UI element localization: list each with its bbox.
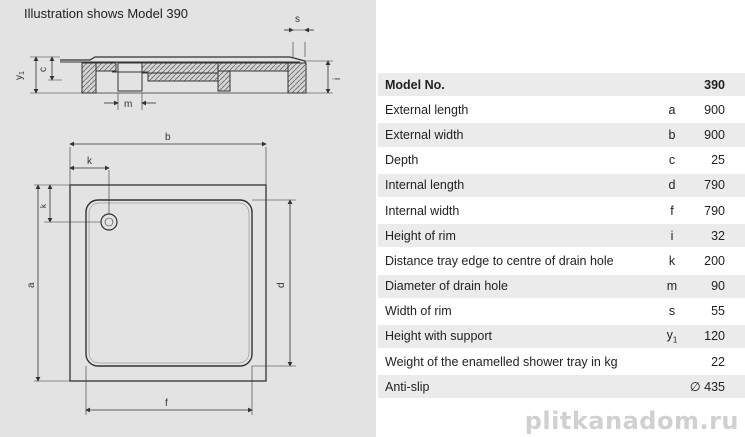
row-symbol: [661, 349, 683, 374]
label-k: k: [87, 156, 92, 167]
row-label: Height of rim: [378, 223, 661, 248]
row-label: Internal width: [378, 198, 661, 223]
row-symbol: a: [661, 97, 683, 122]
row-symbol: d: [661, 173, 683, 198]
table-row: [378, 122, 745, 147]
table-row: [378, 148, 745, 173]
row-symbol: k: [661, 248, 683, 273]
watermark: plitkanadom.ru: [524, 407, 739, 435]
row-value: 22: [683, 349, 745, 374]
row-value: ∅ 435: [683, 374, 745, 399]
table-row: [378, 248, 745, 273]
table-row: [378, 173, 745, 198]
row-label: External width: [378, 122, 661, 147]
plan-view: [34, 144, 296, 415]
table-row: [378, 223, 745, 248]
label-d: d: [276, 282, 287, 288]
table-row: [378, 274, 745, 299]
row-label: Depth: [378, 148, 661, 173]
illustration-caption: Illustration shows Model 390: [24, 6, 189, 21]
row-label: Width of rim: [378, 299, 661, 324]
label-i: i: [332, 77, 343, 80]
label-y1: $y_1$: [14, 71, 26, 80]
table-row: [378, 97, 745, 122]
row-label: Distance tray edge to centre of drain hole: [378, 248, 661, 273]
table-row: [378, 324, 745, 349]
row-value: 55: [683, 299, 745, 324]
row-value: 790: [683, 173, 745, 198]
row-label: Height with support: [378, 324, 661, 349]
row-label: Diameter of drain hole: [378, 274, 661, 299]
row-symbol: i: [661, 223, 683, 248]
label-f: f: [165, 398, 168, 409]
section-view: [30, 30, 333, 110]
label-s: s: [295, 14, 300, 25]
plan-labels: [26, 132, 287, 409]
header-model-number: 390: [683, 73, 745, 97]
table-row: [378, 349, 745, 374]
specification-table: [378, 73, 745, 400]
label-k-small: k: [39, 204, 48, 208]
row-value: 790: [683, 198, 745, 223]
row-value: 120: [683, 324, 745, 349]
row-label: Internal length: [378, 173, 661, 198]
row-symbol: b: [661, 122, 683, 147]
row-value: 32: [683, 223, 745, 248]
row-value: 200: [683, 248, 745, 273]
row-symbol: s: [661, 299, 683, 324]
row-value: 90: [683, 274, 745, 299]
label-a: a: [26, 282, 37, 288]
header-symbol: [661, 73, 683, 97]
label-m: m: [124, 99, 133, 110]
row-symbol: [661, 374, 683, 399]
label-b: b: [165, 132, 171, 143]
label-c: c: [38, 67, 49, 72]
row-symbol: m: [661, 274, 683, 299]
row-value: 25: [683, 148, 745, 173]
row-label: Anti-slip: [378, 374, 661, 399]
row-label: External length: [378, 97, 661, 122]
row-symbol: $y_1$: [661, 324, 683, 349]
table-header-row: [378, 73, 745, 97]
table-row: [378, 299, 745, 324]
row-label: Weight of the enamelled shower tray in kg: [378, 349, 661, 374]
table-row: [378, 198, 745, 223]
header-label: Model No.: [378, 73, 661, 97]
row-symbol: c: [661, 148, 683, 173]
row-value: 900: [683, 97, 745, 122]
row-value: 900: [683, 122, 745, 147]
row-symbol: f: [661, 198, 683, 223]
table-row: [378, 374, 745, 399]
